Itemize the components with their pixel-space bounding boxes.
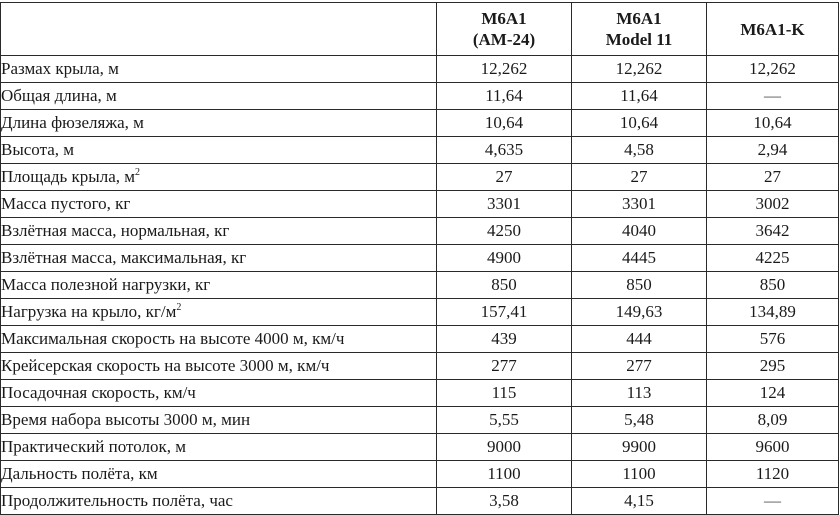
value-cell: 3301	[437, 191, 572, 218]
parameter-cell	[1, 110, 437, 137]
unit-superscript: 2	[176, 302, 182, 313]
parameter-cell	[1, 326, 437, 353]
table-row	[1, 164, 839, 191]
parameter-label: Масса пустого, кг	[1, 194, 131, 213]
parameter-cell	[1, 245, 437, 272]
value-cell: 9900	[572, 434, 707, 461]
value-cell: 850	[437, 272, 572, 299]
value-cell: 444	[572, 326, 707, 353]
table-row	[1, 137, 839, 164]
parameter-cell	[1, 299, 437, 326]
column-header-m6a1-am24	[437, 3, 572, 56]
parameter-label: Нагрузка на крыло, кг/м	[1, 302, 177, 321]
parameter-label: Практический потолок, м	[1, 437, 187, 456]
table-row	[1, 434, 839, 461]
value-cell: 12,262	[707, 56, 839, 83]
value-cell: 5,48	[572, 407, 707, 434]
parameter-cell	[1, 407, 437, 434]
parameter-cell	[1, 164, 437, 191]
unit-superscript: 2	[135, 167, 141, 178]
table-row	[1, 326, 839, 353]
table-row	[1, 488, 839, 515]
value-cell: 9000	[437, 434, 572, 461]
value-cell: 10,64	[707, 110, 839, 137]
value-cell: 115	[437, 380, 572, 407]
table-row	[1, 272, 839, 299]
value-cell: 3,58	[437, 488, 572, 515]
value-cell: 277	[572, 353, 707, 380]
value-cell: 3002	[707, 191, 839, 218]
column-header-m6a1-model11	[572, 3, 707, 56]
parameter-label: Взлётная масса, нормальная, кг	[1, 221, 230, 240]
parameter-label: Продолжительность полёта, час	[1, 491, 233, 510]
value-cell: 4225	[707, 245, 839, 272]
column-header-line1: M6A1-K	[740, 19, 805, 39]
parameter-label: Посадочная скорость, км/ч	[1, 383, 196, 402]
value-cell: 2,94	[707, 137, 839, 164]
value-cell: 439	[437, 326, 572, 353]
value-cell: 4900	[437, 245, 572, 272]
value-cell: 1100	[572, 461, 707, 488]
value-cell: 27	[572, 164, 707, 191]
parameter-label: Максимальная скорость на высоте 4000 м, км/ч	[1, 329, 345, 348]
value-cell: 850	[572, 272, 707, 299]
column-header-m6a1-k	[707, 3, 839, 56]
value-cell: 4445	[572, 245, 707, 272]
parameter-cell	[1, 488, 437, 515]
table-body	[1, 56, 839, 515]
value-cell: 12,262	[437, 56, 572, 83]
parameter-label: Общая длина, м	[1, 86, 117, 105]
column-header-line1: M6A1	[616, 9, 662, 28]
column-header-line1: M6A1	[481, 9, 527, 28]
parameter-cell	[1, 83, 437, 110]
parameter-label: Высота, м	[1, 140, 75, 159]
value-cell: —	[707, 83, 839, 110]
value-cell: 850	[707, 272, 839, 299]
table-row	[1, 218, 839, 245]
value-cell: 4250	[437, 218, 572, 245]
parameter-cell	[1, 218, 437, 245]
parameter-cell	[1, 380, 437, 407]
value-cell: 11,64	[437, 83, 572, 110]
parameter-cell	[1, 461, 437, 488]
column-header-line2: Model 11	[605, 30, 673, 49]
parameter-label: Дальность полёта, км	[1, 464, 158, 483]
table-row	[1, 245, 839, 272]
parameter-label: Взлётная масса, максимальная, кг	[1, 248, 247, 267]
value-cell: 113	[572, 380, 707, 407]
value-cell: 10,64	[572, 110, 707, 137]
value-cell: 12,262	[572, 56, 707, 83]
parameter-cell	[1, 353, 437, 380]
parameter-cell	[1, 56, 437, 83]
value-cell: 295	[707, 353, 839, 380]
value-cell: 4,635	[437, 137, 572, 164]
value-cell: 277	[437, 353, 572, 380]
value-cell: 149,63	[572, 299, 707, 326]
parameter-label: Крейсерская скорость на высоте 3000 м, км/ч	[1, 356, 330, 375]
value-cell: 27	[707, 164, 839, 191]
value-cell: 124	[707, 380, 839, 407]
value-cell: 576	[707, 326, 839, 353]
column-header-line2: (AM-24)	[472, 30, 536, 49]
value-cell: 3301	[572, 191, 707, 218]
table-row	[1, 299, 839, 326]
table-row	[1, 461, 839, 488]
value-cell: 11,64	[572, 83, 707, 110]
table-row	[1, 380, 839, 407]
parameter-label: Масса полезной нагрузки, кг	[1, 275, 211, 294]
table-row	[1, 191, 839, 218]
value-cell: 134,89	[707, 299, 839, 326]
value-cell: 3642	[707, 218, 839, 245]
parameter-cell	[1, 137, 437, 164]
value-cell: 157,41	[437, 299, 572, 326]
parameter-cell	[1, 272, 437, 299]
specifications-table	[0, 2, 839, 515]
table-row	[1, 353, 839, 380]
parameter-label: Длина фюзеляжа, м	[1, 113, 144, 132]
value-cell: —	[707, 488, 839, 515]
value-cell: 4,15	[572, 488, 707, 515]
value-cell: 1100	[437, 461, 572, 488]
value-cell: 4040	[572, 218, 707, 245]
header-blank-cell	[1, 3, 437, 56]
parameter-cell	[1, 434, 437, 461]
value-cell: 9600	[707, 434, 839, 461]
value-cell: 27	[437, 164, 572, 191]
value-cell: 5,55	[437, 407, 572, 434]
parameter-label: Время набора высоты 3000 м, мин	[1, 410, 251, 429]
value-cell: 8,09	[707, 407, 839, 434]
value-cell: 4,58	[572, 137, 707, 164]
value-cell: 10,64	[437, 110, 572, 137]
parameter-cell	[1, 191, 437, 218]
table-row	[1, 110, 839, 137]
parameter-label: Площадь крыла, м	[1, 167, 136, 186]
parameter-label: Размах крыла, м	[1, 59, 119, 78]
table-row	[1, 56, 839, 83]
value-cell: 1120	[707, 461, 839, 488]
table-row	[1, 83, 839, 110]
header-row	[1, 3, 839, 56]
table-row	[1, 407, 839, 434]
